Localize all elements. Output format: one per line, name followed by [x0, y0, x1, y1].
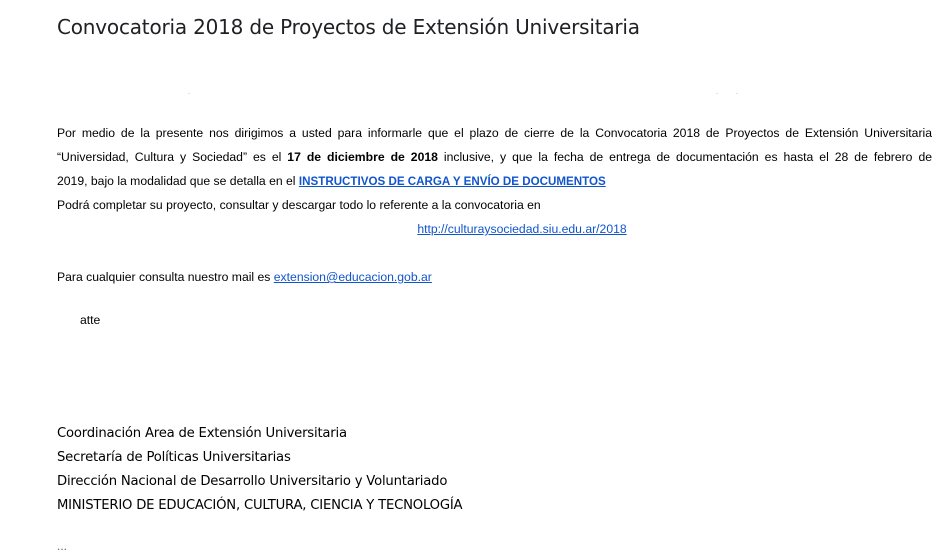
- convocatoria-url-link[interactable]: http://culturaysociedad.siu.edu.ar/2018: [417, 222, 627, 236]
- body-text: 2019, bajo la modalidad que se detalla en el: [57, 174, 299, 188]
- signature-line: Dirección Nacional de Desarrollo Universitario y Voluntariado: [57, 474, 448, 489]
- decorative-dot: [716, 93, 718, 94]
- signature-line: Coordinación Area de Extensión Universitaria: [57, 426, 347, 441]
- body-text: inclusive, y que la fecha de entrega de documentación es hasta el 28 de febrero de: [437, 150, 932, 164]
- contact-text: Para cualquier consulta nuestro mail es: [57, 270, 274, 284]
- body-text: “Universidad, Cultura y Sociedad” es el: [57, 150, 288, 164]
- body-line-2: [57, 145, 932, 169]
- signature-line: Secretaría de Políticas Universitarias: [57, 450, 291, 465]
- body-text: Podrá completar su proyecto, consultar y descargar todo lo referente a la convocatoria en: [57, 198, 541, 212]
- decorative-dot: [188, 93, 190, 94]
- contact-email-link[interactable]: extension@educacion.gob.ar: [273, 270, 432, 284]
- closing-text: atte: [80, 313, 101, 327]
- body-line-1: [57, 121, 932, 145]
- show-trimmed-content-button[interactable]: ...: [57, 539, 68, 553]
- signature-line: MINISTERIO DE EDUCACIÓN, CULTURA, CIENCIA Y TECNOLOGÍA: [57, 498, 463, 513]
- deadline-date: 17 de diciembre de 2018: [287, 150, 438, 164]
- contact-line: [57, 265, 432, 289]
- body-text: Por medio de la presente nos dirigimos a usted para informarle que el plazo de cierre de la Convocatoria 2018 de Proyectos de Extensión Universitaria: [57, 126, 932, 140]
- email-subject: Convocatoria 2018 de Proyectos de Extensión Universitaria: [57, 15, 640, 39]
- decorative-dot: [736, 93, 738, 94]
- body-line-4: [57, 193, 932, 217]
- body-line-3: [57, 169, 932, 193]
- instructivos-link[interactable]: INSTRUCTIVOS DE CARGA Y ENVÍO DE DOCUMENTOS: [298, 175, 606, 188]
- body-line-url: [57, 217, 932, 241]
- email-body: [57, 121, 932, 241]
- signature-block: [57, 422, 462, 518]
